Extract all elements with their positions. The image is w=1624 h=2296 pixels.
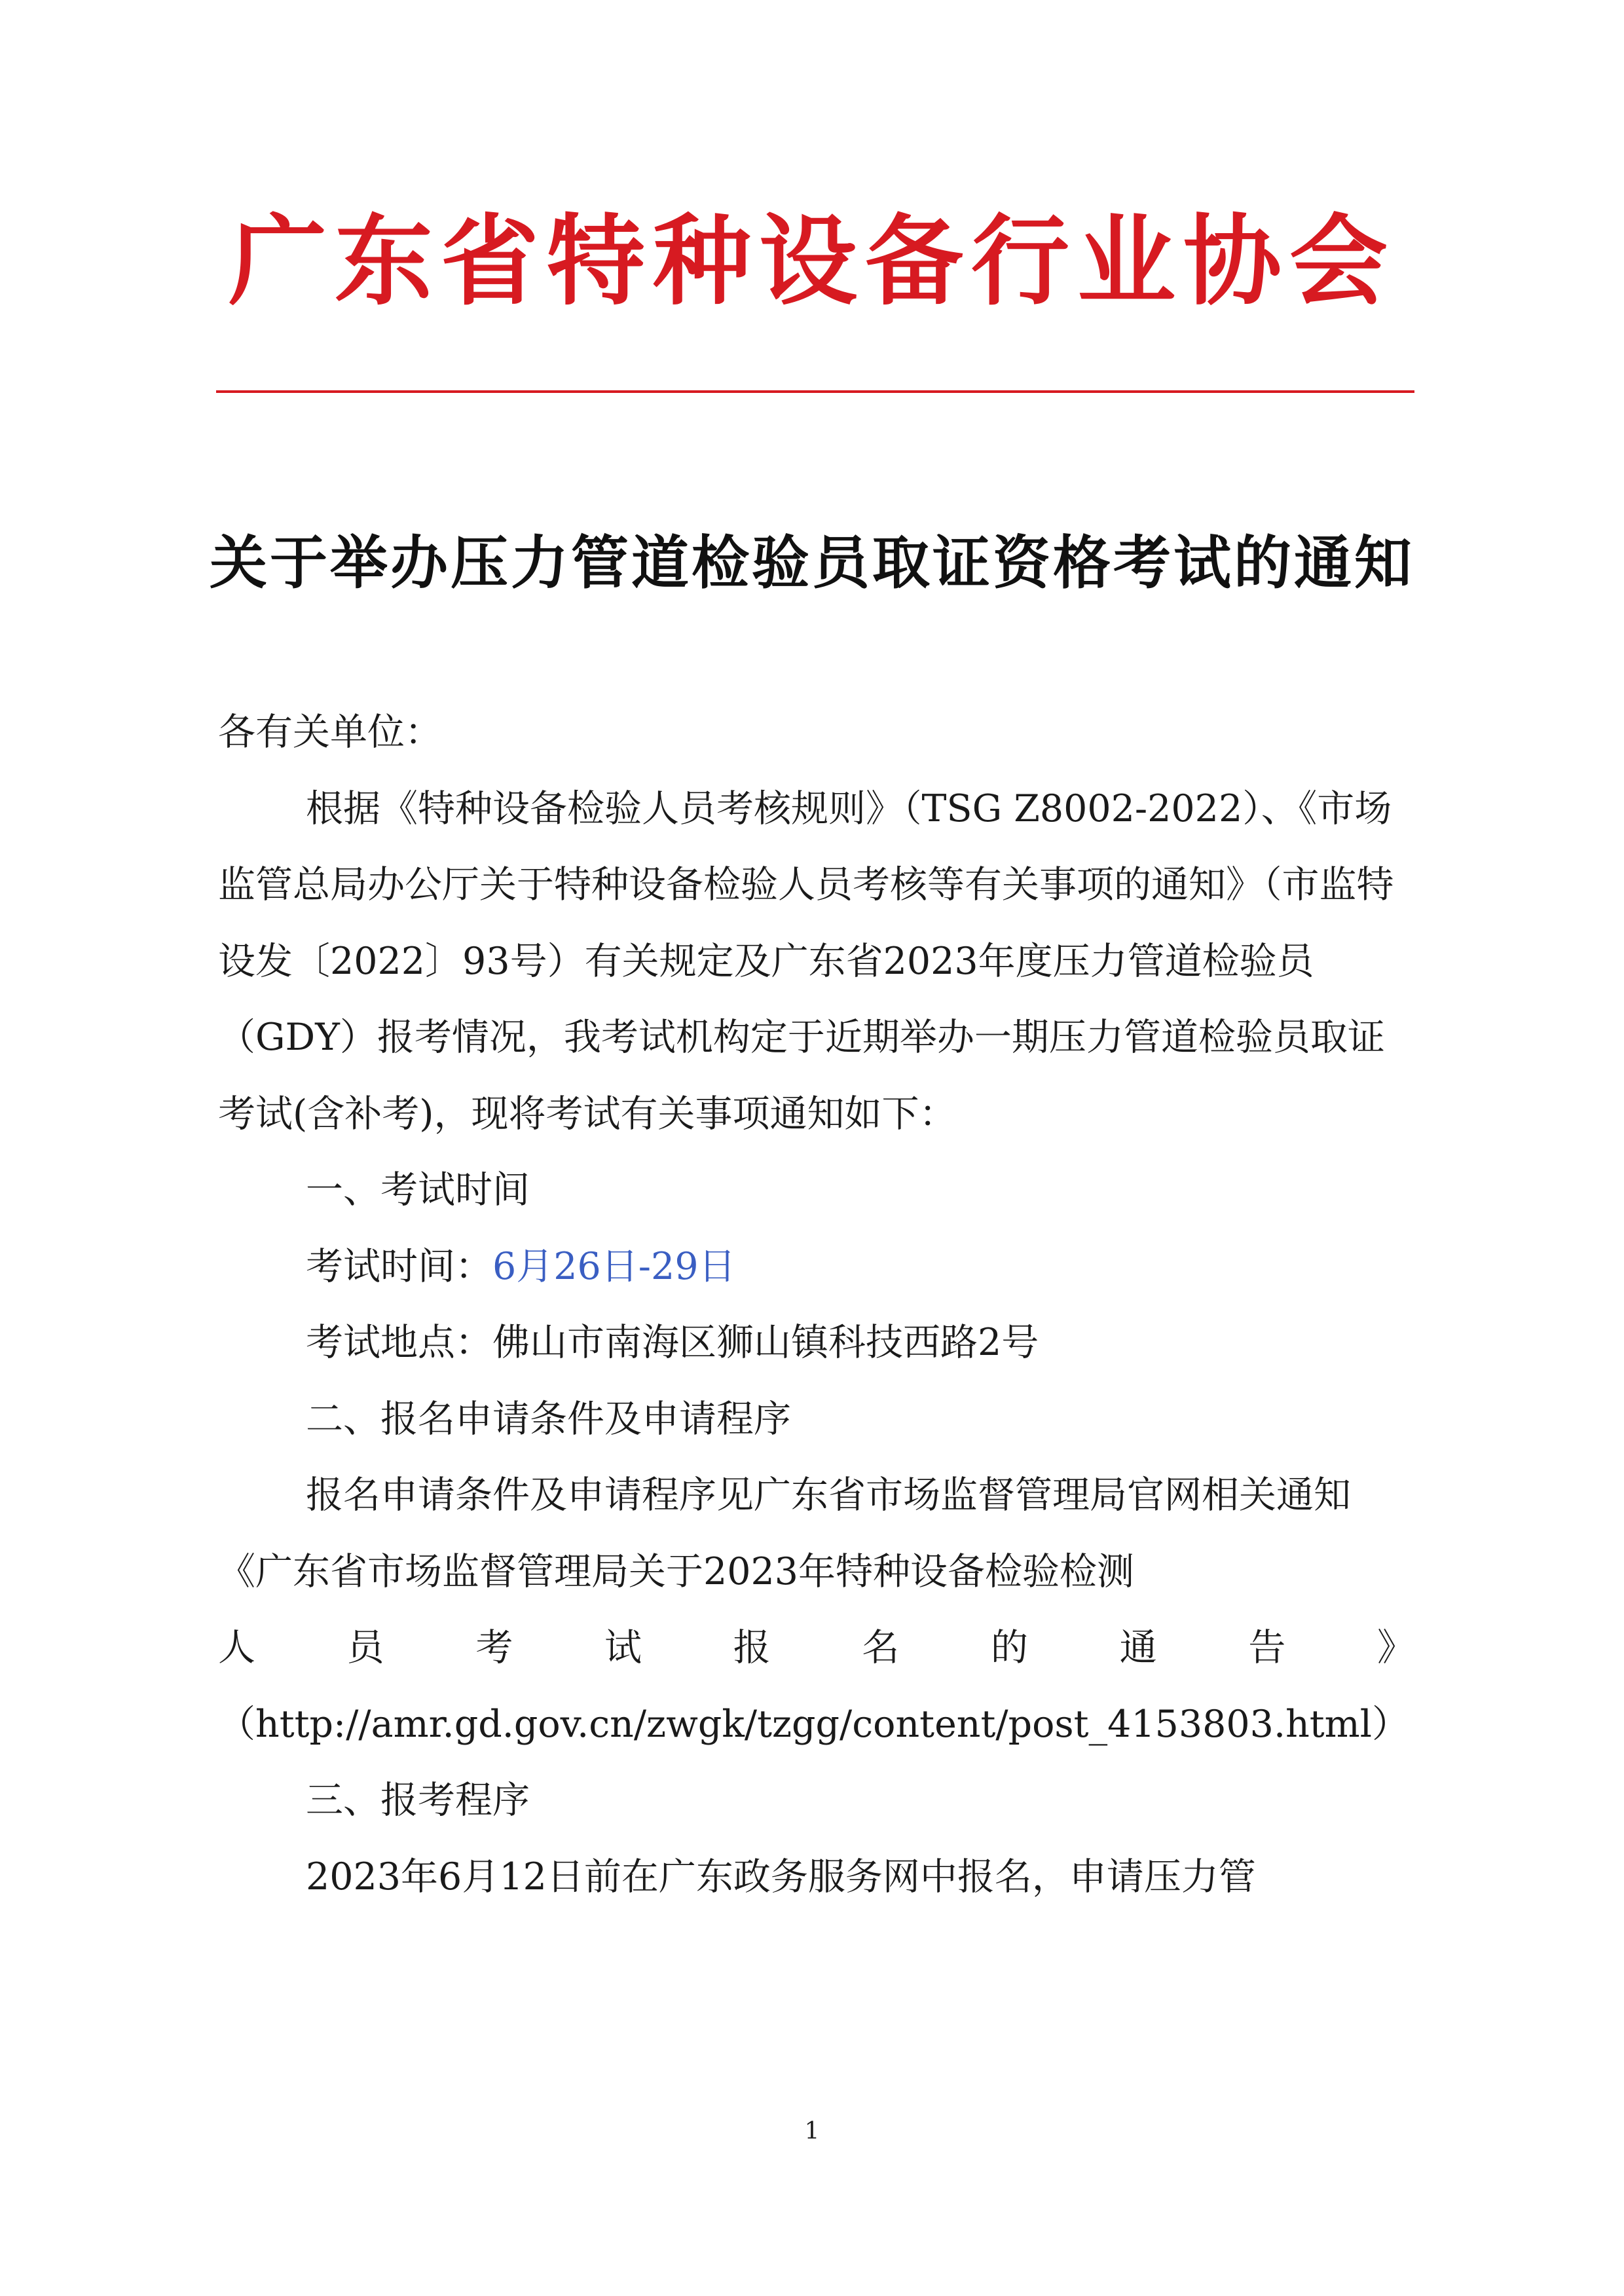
application-notice-title-line: 人员考试报名的通告》 (218, 1626, 1414, 1669)
exam-place-value: 佛山市南海区狮山镇科技西路2号 (492, 1321, 1039, 1364)
letterhead-divider (216, 390, 1414, 393)
application-paragraph: 报名申请条件及申请程序见广东省市场监督管理局官网相关通知《广东省市场监督管理局关于2023年特种设备检验检测 (218, 1473, 1351, 1593)
page-number: 1 (804, 2118, 820, 2145)
section-heading-exam-time: 一、考试时间 (306, 1168, 530, 1212)
salutation: 各有关单位： (218, 711, 442, 754)
exam-time-line (218, 1229, 1414, 1305)
notice-url[interactable]: （http://amr.gd.gov.cn/zwgk/tzgg/content/post_4153803.html） (218, 1702, 1409, 1746)
document-title: 关于举办压力管道检验员取证资格考试的通知 (209, 529, 1414, 597)
exam-place-label: 考试地点： (306, 1321, 492, 1364)
intro-paragraph: 根据《特种设备检验人员考核规则》（TSG Z8002-2022）、《市场监管总局办公厅关于特种设备检验人员考核等有关事项的通知》（市监特设发〔2022〕93号）有关规定及广东省2023年度压力管道检验员（GDY）报考情况，我考试机构定于近期举办一期压力管道检验员取证考试(含补考)，现将考试有关事项通知如下： (218, 787, 1394, 1136)
letterhead-org-name: 广东省特种设备行业协会 (228, 205, 1395, 319)
exam-time-label: 考试时间： (306, 1244, 492, 1288)
document-body (218, 694, 1414, 1915)
exam-place-line (218, 1305, 1414, 1381)
exam-time-value: 6月26日-29日 (492, 1244, 736, 1288)
section-heading-application: 二、报名申请条件及申请程序 (306, 1397, 791, 1441)
procedure-paragraph: 2023年6月12日前在广东政务服务网中报名，申请压力管 (306, 1855, 1256, 1898)
section-heading-procedure: 三、报考程序 (306, 1779, 530, 1822)
